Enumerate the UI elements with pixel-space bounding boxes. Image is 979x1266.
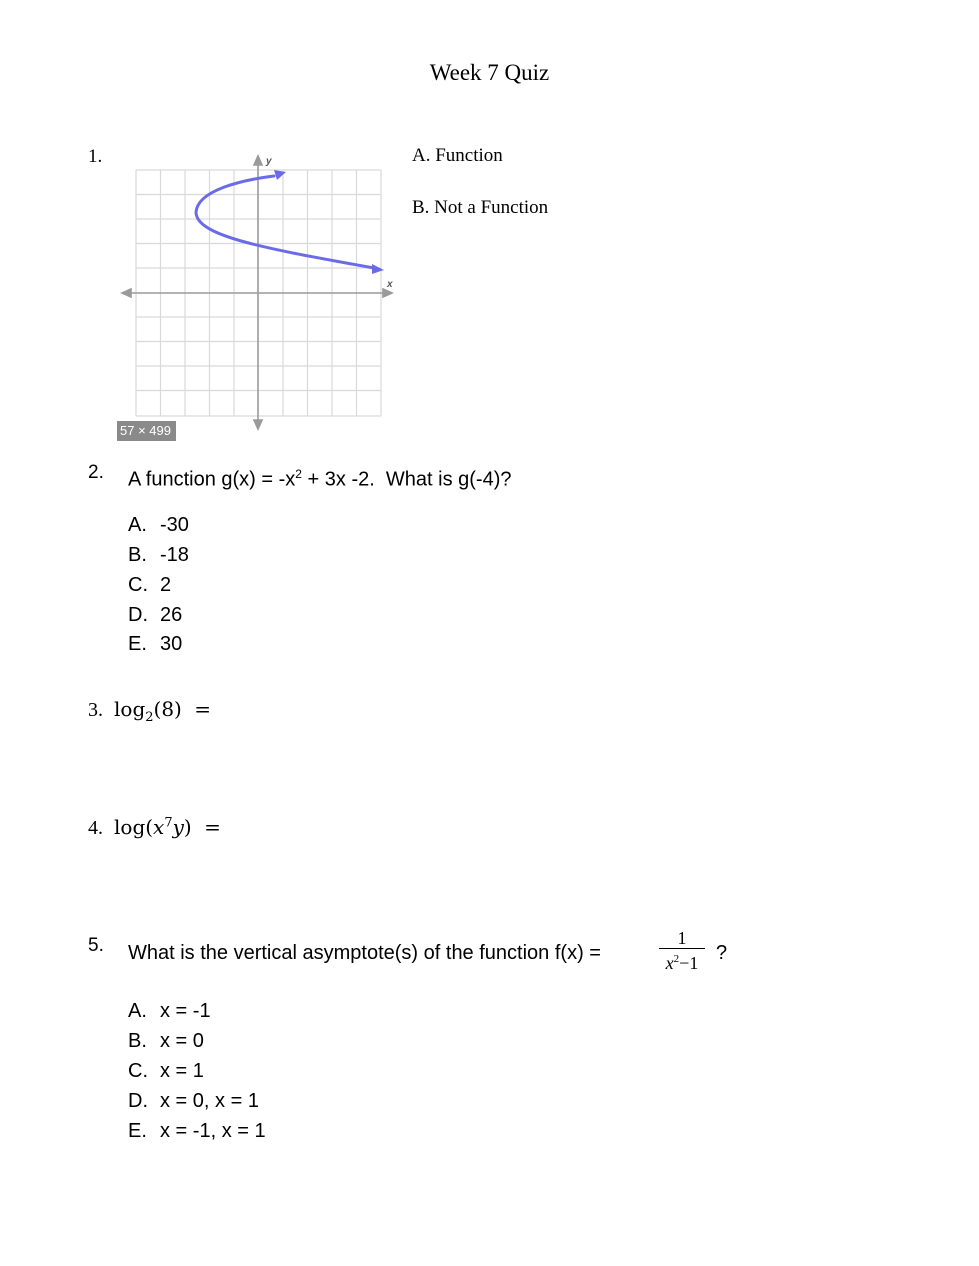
question-1-number: 1. xyxy=(88,146,103,167)
x-axis-label: x xyxy=(387,279,393,290)
y-axis-label: y xyxy=(266,156,272,167)
q2-choice-a[interactable]: A. -30 xyxy=(128,514,189,536)
question-4-number: 4. xyxy=(88,817,103,839)
question-3-number: 3. xyxy=(88,699,103,721)
q1-choice-a[interactable]: A. Function xyxy=(412,145,503,166)
q5-choice-a[interactable]: A. x = -1 xyxy=(128,1000,211,1022)
parabola-curve xyxy=(196,176,374,268)
q2-choice-c[interactable]: C. 2 xyxy=(128,574,172,596)
page-title: Week 7 Quiz xyxy=(429,60,550,85)
q1-choice-b[interactable]: B. Not a Function xyxy=(412,197,549,218)
question-4-expression: $\log(x^7y)$ = xyxy=(114,815,221,839)
q5-choice-e[interactable]: E. x = -1, x = 1 xyxy=(128,1120,266,1142)
question-2-number: 2. xyxy=(88,462,104,483)
question-4 xyxy=(88,815,221,840)
curve-arrow-right xyxy=(372,264,384,274)
q5-choice-b[interactable]: B. x = 0 xyxy=(128,1030,204,1052)
q2-choice-e[interactable]: E. 30 xyxy=(128,633,183,655)
question-1-graph xyxy=(112,148,402,440)
question-2-text: A function $g(x) = -x^2 + 3x$ -2. What is g(-4)? xyxy=(128,467,512,491)
q5-choice-d[interactable]: D. x = 0, x = 1 xyxy=(128,1090,259,1112)
graph-axes xyxy=(122,156,392,429)
question-5-number: 5. xyxy=(88,935,104,956)
q2-choice-b[interactable]: B. -18 xyxy=(128,544,189,566)
question-5-text: What is the vertical asymptote(s) of the function f(x) = xyxy=(128,942,601,964)
q2-choice-d[interactable]: D. 26 xyxy=(128,604,183,626)
question-5-fraction: 1 $x^2-1$ xyxy=(656,928,708,973)
question-5-qmark: ? xyxy=(716,942,728,964)
question-3-expression: $\log_2(8)$ = xyxy=(114,697,211,725)
curve-arrow-top xyxy=(274,170,286,180)
image-size-badge: 57 × 499 xyxy=(117,421,176,441)
q5-choice-c[interactable]: C. x = 1 xyxy=(128,1060,204,1082)
question-3 xyxy=(88,697,211,725)
